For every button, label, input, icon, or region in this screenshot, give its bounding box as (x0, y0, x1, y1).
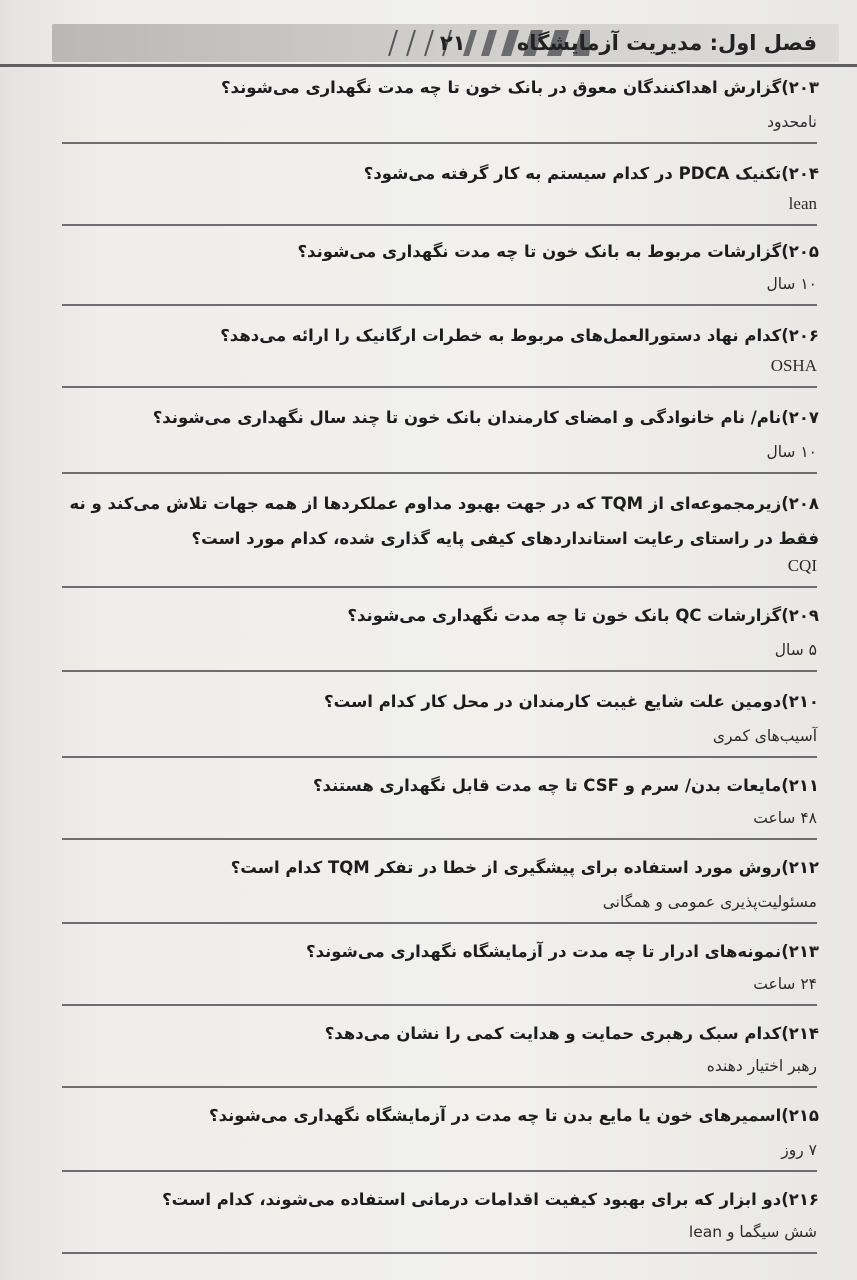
question-number: ۲۰۹) (781, 606, 819, 625)
question-list (62, 70, 817, 1254)
question-body: تکنیک PDCA در کدام سیستم به کار گرفته می‌شود؟ (363, 164, 782, 183)
question-item (62, 672, 817, 758)
answer-text: آسیب‌های کمری (712, 727, 817, 745)
header-title (440, 26, 817, 60)
answer-text: مسئولیت‌پذیری عمومی و همگانی (602, 893, 817, 911)
question-body: گزارشات مربوط به بانک خون تا چه مدت نگهداری می‌شوند؟ (297, 242, 782, 261)
question-text (62, 320, 819, 352)
question-body: نام/ نام خانوادگی و امضای کارمندان بانک خون تا چند سال نگهداری می‌شوند؟ (152, 408, 782, 427)
question-item (62, 388, 817, 474)
answer-text: رهبر اختیار دهنده (706, 1057, 817, 1075)
question-number: ۲۰۸) (781, 494, 819, 513)
question-item (62, 840, 817, 924)
question-item (62, 588, 817, 672)
question-number: ۲۰۶) (781, 326, 819, 345)
header-rule (0, 64, 857, 67)
question-text (62, 72, 819, 104)
question-text (62, 686, 819, 718)
question-text (62, 852, 819, 884)
question-item (62, 1088, 817, 1172)
answer-text: lean (788, 194, 817, 213)
question-text (62, 486, 819, 556)
question-item (62, 226, 817, 306)
question-body: دو ابزار که برای بهبود کیفیت اقدامات درمانی استفاده می‌شوند، کدام است؟ (162, 1190, 782, 1209)
question-text (62, 770, 819, 802)
question-number: ۲۱۶) (781, 1190, 819, 1209)
question-body: نمونه‌های ادرار تا چه مدت در آزمایشگاه نگهداری می‌شوند؟ (306, 942, 782, 961)
question-item (62, 1172, 817, 1254)
question-body: زیرمجموعه‌ای از TQM که در جهت بهبود مداوم عملکردها از همه جهات تلاش می‌کند و نه فقط در راستای رعایت استانداردهای کیفی پایه گذاری شده، کدام مورد است؟ (69, 494, 819, 548)
question-text (62, 600, 819, 632)
question-body: کدام نهاد دستورالعمل‌های مربوط به خطرات ارگانیک را ارائه می‌دهد؟ (220, 326, 782, 345)
question-body: کدام سبک رهبری حمایت و هدایت کمی را نشان می‌دهد؟ (324, 1024, 782, 1043)
answer-text: ۷ روز (781, 1141, 817, 1159)
answer-text: ۵ سال (774, 641, 817, 659)
question-text (62, 236, 819, 268)
question-number: ۲۱۵) (781, 1106, 819, 1125)
question-item (62, 758, 817, 840)
question-number: ۲۰۴) (781, 164, 819, 183)
answer-text: ۴۸ ساعت (753, 809, 817, 827)
question-item (62, 306, 817, 388)
question-number: ۲۱۴) (781, 1024, 819, 1043)
answer-text: OSHA (770, 356, 817, 375)
question-number: ۲۰۳) (781, 78, 819, 97)
answer-text: ۱۰ سال (766, 443, 817, 461)
answer-text: نامحدود (767, 113, 817, 131)
question-text (62, 1100, 819, 1132)
question-body: اسمیرهای خون یا مایع بدن تا چه مدت در آزمایشگاه نگهداری می‌شوند؟ (209, 1106, 782, 1125)
question-number: ۲۰۷) (781, 408, 819, 427)
chapter-title: فصل اول: مدیریت آزمایشگاه (516, 31, 817, 55)
page-header (0, 18, 857, 64)
question-item (62, 144, 817, 226)
question-body: گزارش اهداکنندگان معوق در بانک خون تا چه مدت نگهداری می‌شوند؟ (220, 78, 782, 97)
question-item (62, 924, 817, 1006)
question-number: ۲۱۱) (781, 776, 819, 795)
question-body: مایعات بدن/ سرم و CSF تا چه مدت قابل نگهداری هستند؟ (312, 776, 782, 795)
question-item (62, 474, 817, 588)
answer-text: CQI (787, 556, 817, 575)
question-text (62, 402, 819, 434)
question-text (62, 936, 819, 968)
question-body: گزارشات QC بانک خون تا چه مدت نگهداری می‌شوند؟ (347, 606, 782, 625)
question-number: ۲۱۳) (781, 942, 819, 961)
page-number: ۲۱ (439, 31, 466, 55)
question-body: روش مورد استفاده برای پیشگیری از خطا در تفکر TQM کدام است؟ (230, 858, 782, 877)
question-number: ۲۱۰) (781, 692, 819, 711)
question-item (62, 1006, 817, 1088)
question-item (62, 70, 817, 144)
answer-text: شش سیگما و lean (688, 1223, 817, 1241)
question-number: ۲۰۵) (781, 242, 819, 261)
question-text (62, 158, 819, 190)
question-body: دومین علت شایع غیبت کارمندان در محل کار کدام است؟ (324, 692, 782, 711)
question-text (62, 1184, 819, 1216)
answer-text: ۱۰ سال (766, 275, 817, 293)
question-number: ۲۱۲) (781, 858, 819, 877)
answer-text: ۲۴ ساعت (753, 975, 817, 993)
question-text (62, 1018, 819, 1050)
